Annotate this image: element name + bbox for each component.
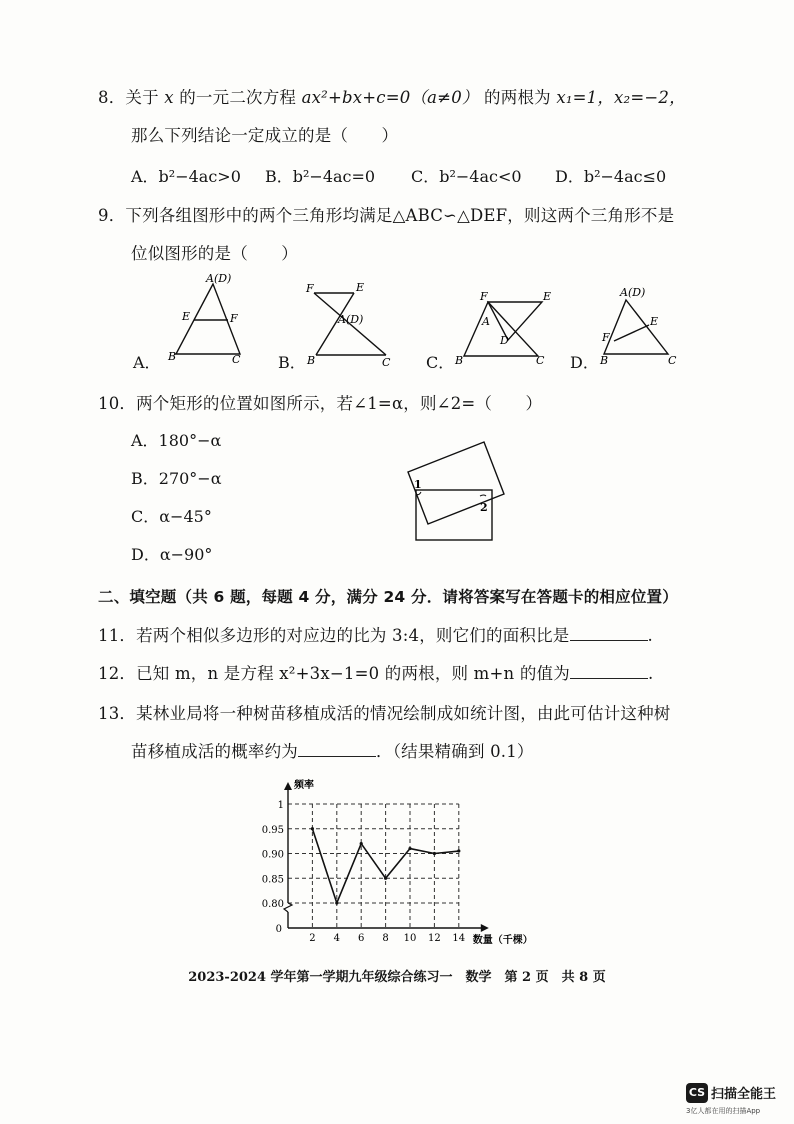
q9b-label-e: E bbox=[356, 281, 365, 294]
q9-line1: 9．下列各组图形中的两个三角形均满足△ABC∽△DEF，则这两个三角形不是 bbox=[98, 206, 675, 225]
q10-option-d: D．α−90° bbox=[131, 545, 213, 564]
q9b-label-c: C bbox=[382, 356, 391, 369]
q12-text: 12．已知 m，n 是方程 x²+3x−1=0 的两根，则 m+n 的值为 bbox=[98, 664, 570, 683]
q9-figure-d bbox=[592, 280, 692, 372]
q10-angle-1: 1 bbox=[414, 478, 422, 491]
q8-option-a: A．b²−4ac>0 bbox=[131, 167, 241, 186]
x-tick-label-3: 8 bbox=[382, 933, 389, 944]
q9a-label-f: F bbox=[230, 312, 238, 325]
q8-line1 bbox=[98, 84, 686, 108]
chart-grid bbox=[288, 804, 459, 928]
q9c-label-a: A bbox=[482, 315, 490, 328]
q9c-label-c: C bbox=[536, 354, 545, 367]
scanner-name: 扫描全能王 bbox=[711, 1087, 777, 1102]
data-point-0 bbox=[311, 827, 314, 830]
y-tick-label-1: 0.95 bbox=[261, 824, 284, 836]
q13-line2b: ．（结果精确到 0.1） bbox=[376, 742, 534, 761]
section2-title: 二、填空题（共 6 题，每题 4 分，满分 24 分．请将答案写在答题卡的相应位置） bbox=[98, 588, 678, 606]
q8-mid: 的一元二次方程 bbox=[179, 88, 297, 107]
q10-figure bbox=[400, 430, 520, 550]
scanner-tagline: 3亿人都在用的扫描App bbox=[686, 1107, 761, 1115]
q9a-label-ad: A(D) bbox=[206, 272, 232, 285]
x-tick-label-0: 2 bbox=[309, 933, 316, 944]
q13-line2a: 苗移植成活的概率约为 bbox=[131, 742, 298, 761]
q9b-label-f: F bbox=[306, 282, 314, 295]
q8-option-c: C．b²−4ac<0 bbox=[411, 167, 522, 186]
survival-frequency-chart bbox=[252, 772, 552, 947]
y-tick-label-3: 0.85 bbox=[261, 874, 284, 886]
q10-angle-2: 2 bbox=[480, 501, 488, 514]
origin-label: 0 bbox=[275, 924, 282, 935]
data-point-1 bbox=[335, 901, 338, 904]
q9-figure-a bbox=[158, 270, 258, 370]
chart-series bbox=[311, 827, 461, 904]
q9b-label-b: B bbox=[307, 354, 316, 367]
x-tick-label-6: 14 bbox=[452, 933, 466, 944]
y-tick-label-2: 0.90 bbox=[261, 849, 284, 861]
q9c-label-d: D bbox=[500, 334, 509, 347]
q9d-label-ad: A(D) bbox=[620, 286, 646, 299]
q8-equation: ax²+bx+c=0（a≠0） bbox=[301, 88, 479, 107]
q9a-label-c: C bbox=[232, 353, 241, 366]
q9c-label-b: B bbox=[455, 354, 464, 367]
axis-break-mark bbox=[284, 903, 292, 912]
data-point-5 bbox=[433, 852, 436, 855]
q9a-label-e: E bbox=[182, 310, 191, 323]
chart-labels bbox=[262, 778, 533, 946]
q9-figure-c bbox=[450, 282, 560, 372]
q9d-label-b: B bbox=[600, 354, 609, 367]
q9-option-d: D． bbox=[570, 353, 599, 372]
q9-figure-b bbox=[298, 278, 398, 370]
x-tick-label-5: 12 bbox=[428, 933, 441, 944]
scanner-badge-icon: CS bbox=[686, 1083, 708, 1103]
x-tick-label-1: 4 bbox=[333, 933, 340, 944]
scanner-logo bbox=[686, 1082, 776, 1103]
q13-line2 bbox=[131, 738, 534, 762]
q8-roots: x₁=1，x₂=−2， bbox=[556, 88, 686, 107]
q8-prefix: 8．关于 bbox=[98, 88, 159, 107]
q9-option-c: C． bbox=[426, 353, 455, 372]
q9c-label-f: F bbox=[480, 290, 488, 303]
q10-option-c: C．α−45° bbox=[131, 507, 212, 526]
q9d-label-e: E bbox=[650, 315, 659, 328]
y-tick-label-0: 1 bbox=[277, 800, 284, 811]
y-axis-arrow bbox=[284, 782, 292, 790]
data-point-4 bbox=[408, 847, 411, 850]
q8-tail: 的两根为 bbox=[484, 88, 551, 107]
data-point-6 bbox=[457, 849, 460, 852]
q11-text: 11．若两个相似多边形的对应边的比为 3:4，则它们的面积比是 bbox=[98, 626, 570, 645]
q8-variable: x bbox=[164, 88, 174, 107]
y-axis-label: 频率 bbox=[294, 780, 314, 791]
q10-option-a: A．180°−α bbox=[131, 431, 222, 450]
q12-end: . bbox=[647, 664, 654, 683]
q10-option-b: B．270°−α bbox=[131, 469, 222, 488]
x-tick-label-2: 6 bbox=[358, 933, 365, 944]
x-axis-label: 数量（千棵） bbox=[472, 935, 533, 946]
q9b-label-ad: A(D) bbox=[338, 313, 364, 326]
q8-option-b: B．b²−4ac=0 bbox=[265, 167, 376, 186]
q9-line2: 位似图形的是（ ） bbox=[131, 244, 298, 263]
x-tick-label-4: 10 bbox=[403, 933, 417, 944]
q12-answer-blank bbox=[570, 664, 648, 679]
q11-end: . bbox=[647, 626, 653, 645]
q9-option-a: A． bbox=[133, 353, 161, 372]
q10-line1: 10．两个矩形的位置如图所示，若∠1=α，则∠2=（ ） bbox=[98, 394, 543, 413]
q9c-label-e: E bbox=[543, 290, 552, 303]
page-footer: 2023-2024 学年第一学期九年级综合练习一 数学 第 2 页 共 8 页 bbox=[188, 970, 606, 985]
q9d-label-f: F bbox=[602, 331, 610, 344]
x-axis-arrow bbox=[481, 924, 489, 932]
data-point-3 bbox=[384, 877, 387, 880]
y-tick-label-4: 0.80 bbox=[261, 899, 284, 910]
q12-line bbox=[98, 660, 653, 684]
data-point-2 bbox=[360, 842, 363, 845]
q11-answer-blank bbox=[570, 626, 648, 641]
q8-line2: 那么下列结论一定成立的是（ ） bbox=[131, 126, 399, 145]
q13-line1: 13．某林业局将一种树苗移植成活的情况绘制成如统计图，由此可估计这种树 bbox=[98, 704, 671, 723]
q13-answer-blank bbox=[298, 742, 376, 757]
q9-option-b: B． bbox=[278, 353, 306, 372]
q9a-label-b: B bbox=[168, 350, 177, 363]
q8-option-d: D．b²−4ac≤0 bbox=[555, 167, 667, 186]
q11-line bbox=[98, 622, 653, 646]
q9d-label-c: C bbox=[668, 354, 677, 367]
